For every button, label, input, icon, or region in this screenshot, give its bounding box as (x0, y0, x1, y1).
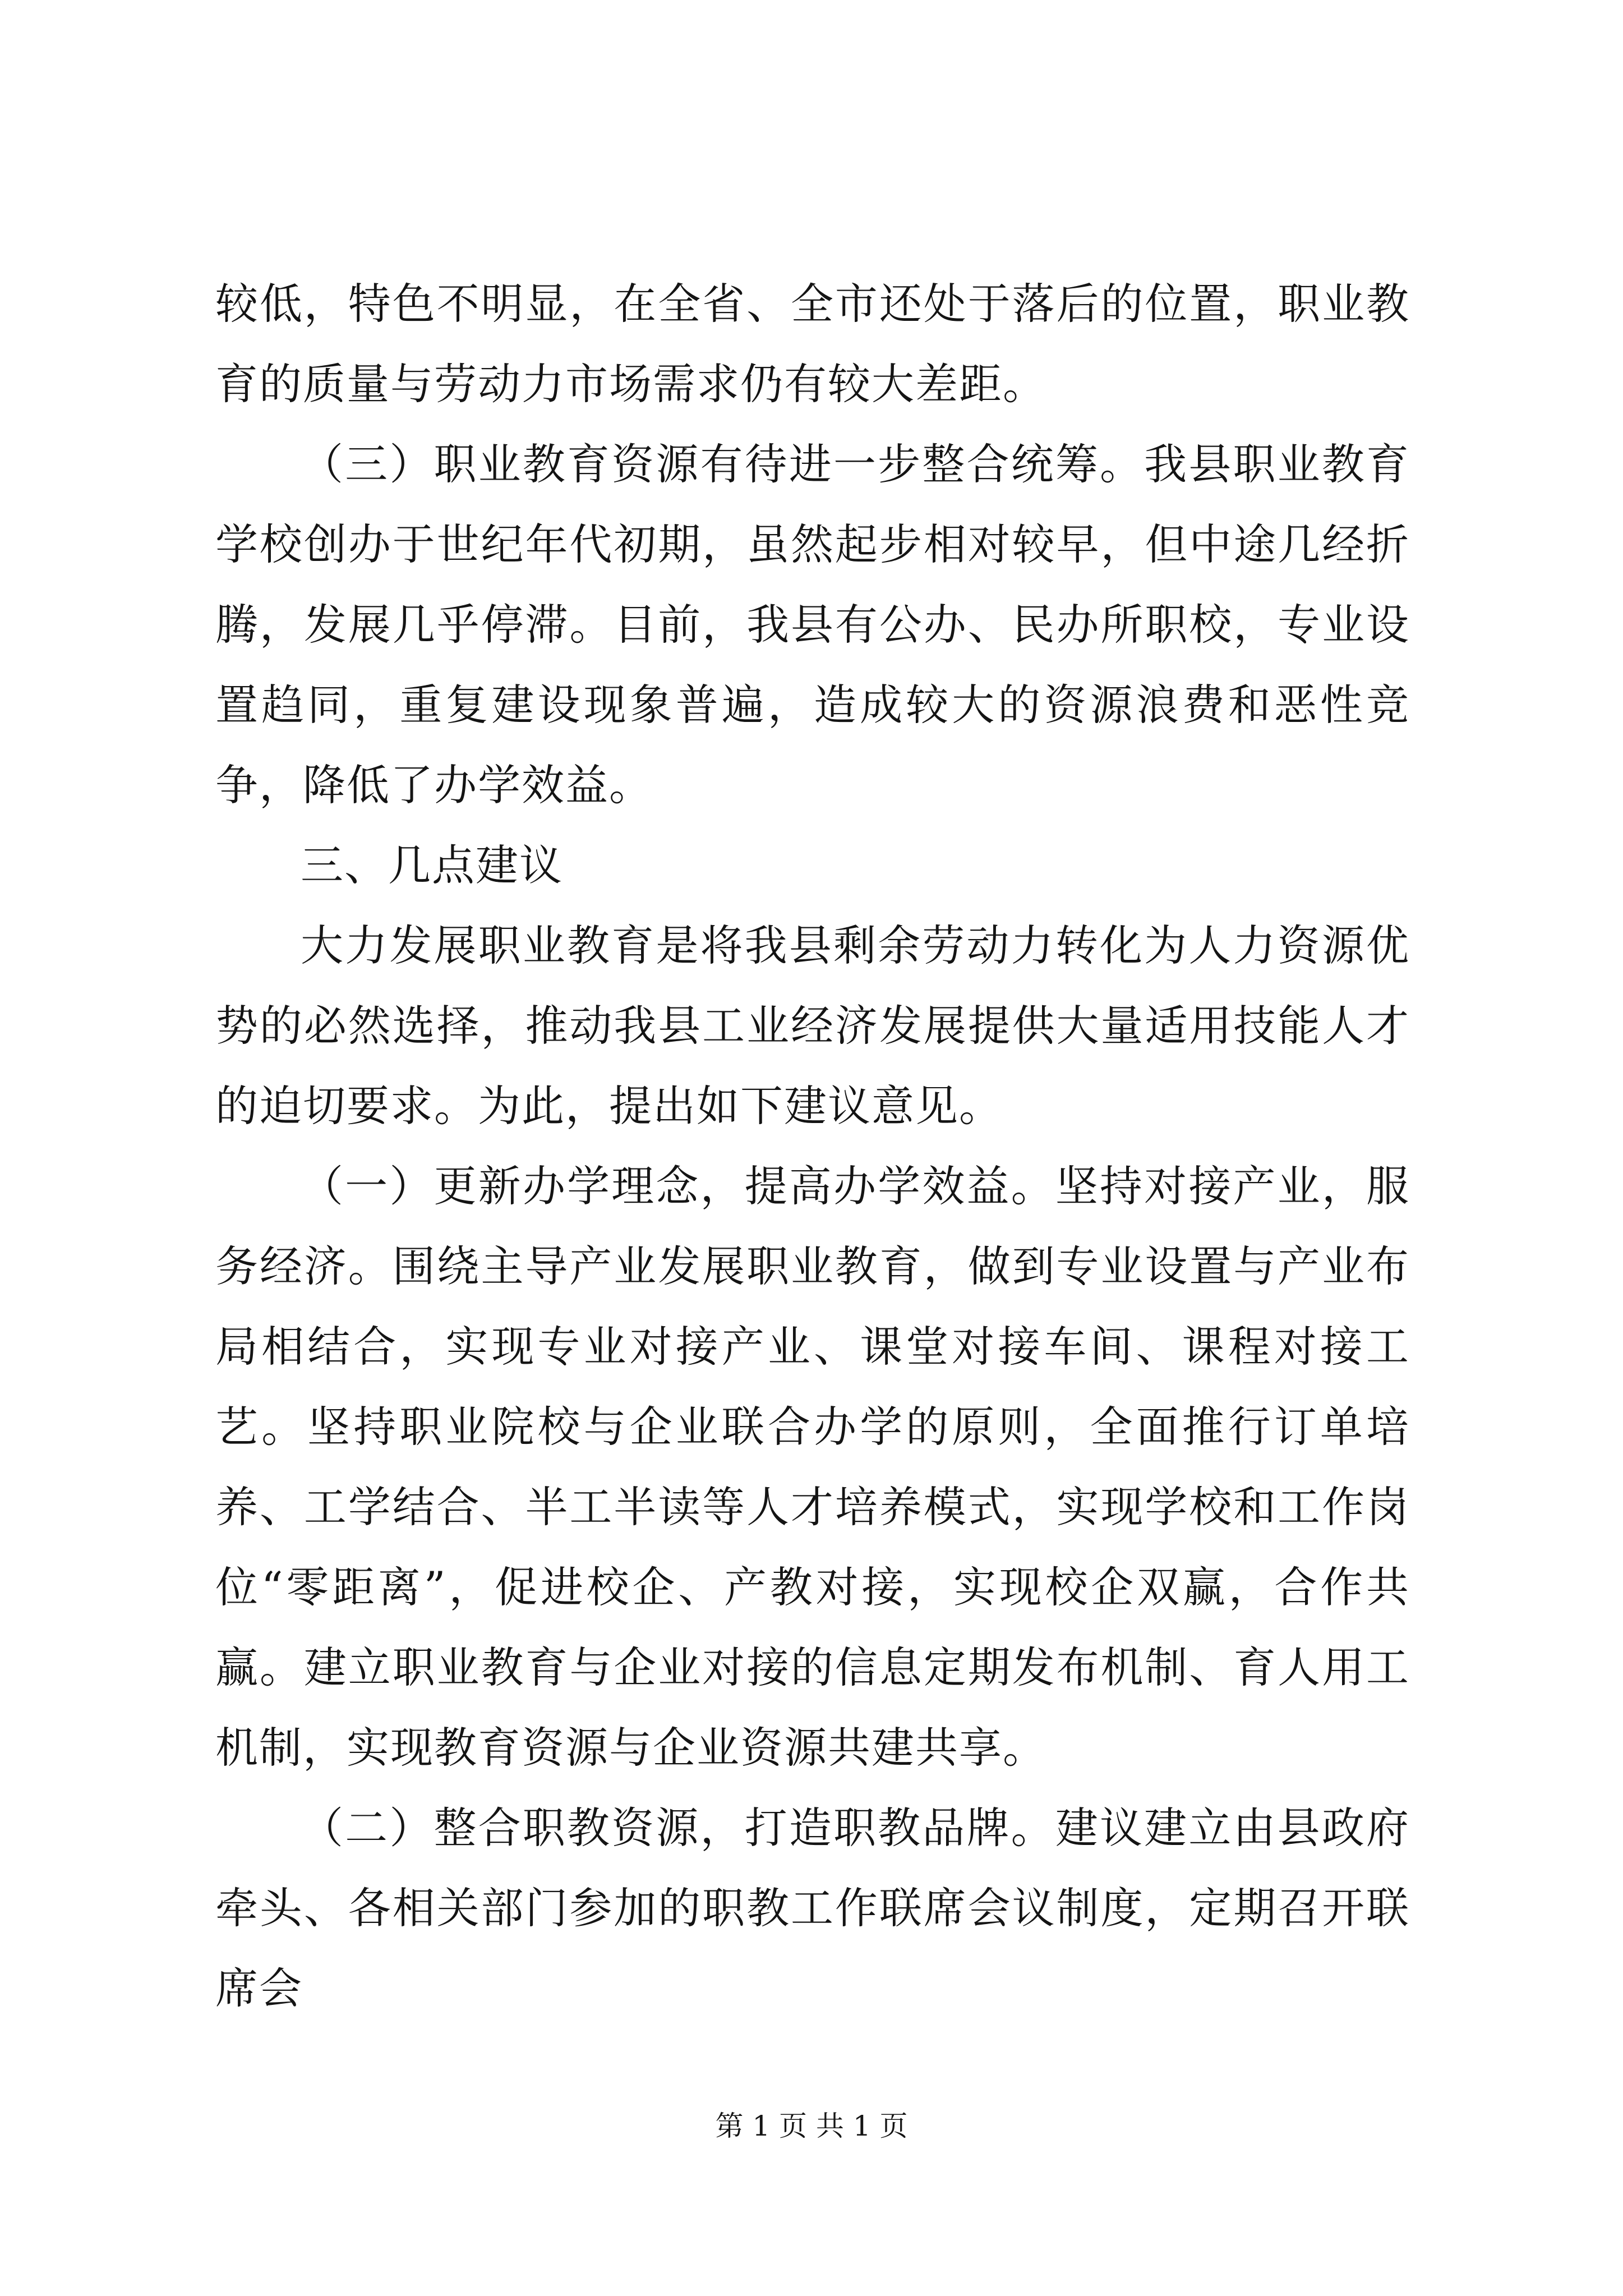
section-heading-suggestions: 三、几点建议 (301, 840, 563, 890)
document-body (215, 264, 1410, 2028)
paragraph-continuation: 较低，特色不明显，在全省、全市还处于落后的位置，职业教育的质量与劳动力市场需求仍有较大差距。 (215, 279, 1410, 409)
paragraph-intro-suggestions: 大力发展职业教育是将我县剩余劳动力转化为人力资源优势的必然选择，推动我县工业经济发展提供大量适用技能人才的迫切要求。为此，提出如下建议意见。 (215, 921, 1410, 1131)
paragraph-suggestion-two: （二）整合职教资源，打造职教品牌。建议建立由县政府牵头、各相关部门参加的职教工作联席会议制度，定期召开联席会 (215, 1803, 1410, 2013)
page-number-footer: 第 1 页 共 1 页 (715, 2110, 908, 2142)
paragraph-suggestion-one: （一）更新办学理念，提高办学效益。坚持对接产业，服务经济。围绕主导产业发展职业教育，做到专业设置与产业布局相结合，实现专业对接产业、课堂对接车间、课程对接工艺。坚持职业院校与企业联合办学的原则，全面推行订单培养、工学结合、半工半读等人才培养模式，实现学校和工作岗位“零距离”，促进校企、产教对接，实现校企双赢，合作共赢。建立职业教育与企业对接的信息定期发布机制、育人用工机制，实现教育资源与企业资源共建共享。 (215, 1161, 1410, 1773)
paragraph-section-three-resources: （三）职业教育资源有待进一步整合统筹。我县职业教育学校创办于世纪年代初期，虽然起步相对较早，但中途几经折腾，发展几乎停滞。目前，我县有公办、民办所职校，专业设置趋同，重复建设现象普遍，造成较大的资源浪费和恶性竞争，降低了办学效益。 (215, 439, 1410, 810)
